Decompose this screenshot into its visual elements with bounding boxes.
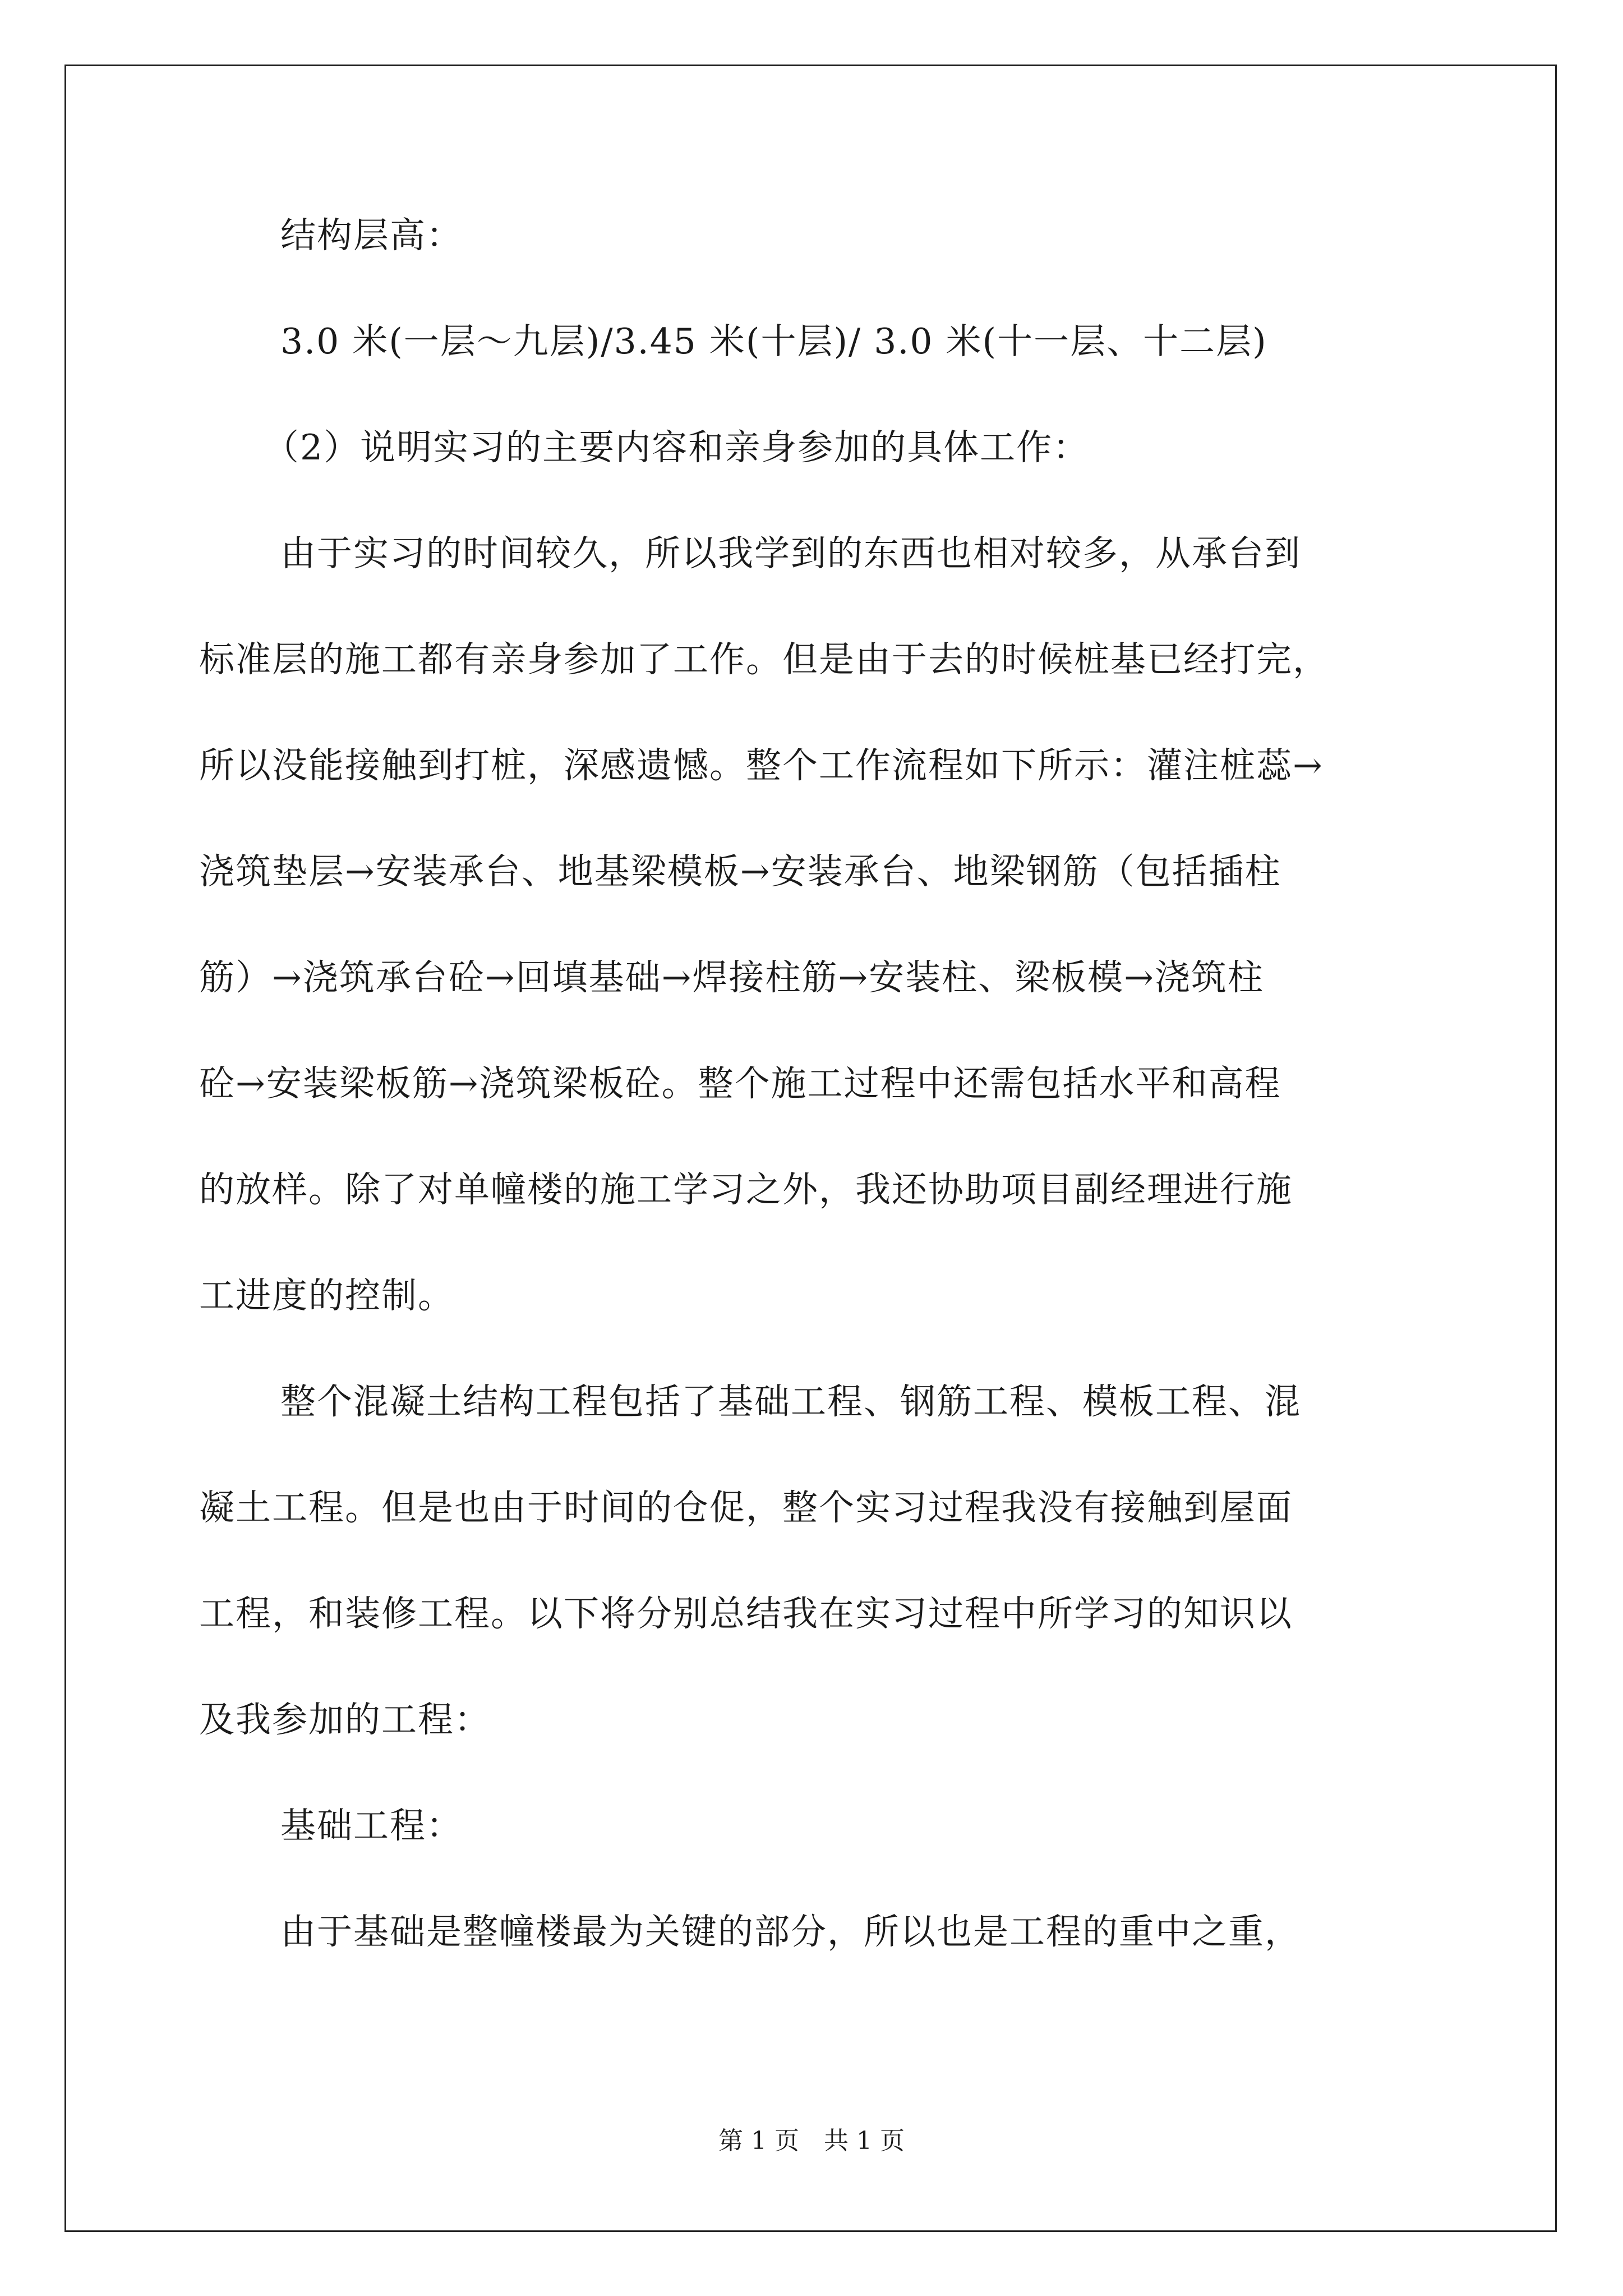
paragraph-line: 凝土工程。但是也由于时间的仓促，整个实习过程我没有接触到屋面 xyxy=(199,1487,1293,1528)
paragraph-line: 的放样。除了对单幢楼的施工学习之外，我还协助项目副经理进行施 xyxy=(199,1169,1293,1210)
page-number: 第 1 页 共 1 页 xyxy=(718,2127,905,2155)
paragraph-line: 整个混凝土结构工程包括了基础工程、钢筋工程、模板工程、混 xyxy=(280,1381,1301,1422)
paragraph-line: 砼→安装梁板筋→浇筑梁板砼。整个施工过程中还需包括水平和高程 xyxy=(199,1063,1281,1104)
paragraph-line: 工程，和装修工程。以下将分别总结我在实习过程中所学习的知识以 xyxy=(199,1593,1293,1634)
section-heading: 基础工程： xyxy=(280,1805,463,1846)
paragraph-line: 筋）→浇筑承台砼→回填基础→焊接柱筋→安装柱、梁板模→浇筑柱 xyxy=(199,957,1264,998)
paragraph-line: 工进度的控制。 xyxy=(199,1275,454,1316)
page-border xyxy=(64,65,1557,2232)
paragraph-line: 3.0 米(一层～九层)/3.45 米(十层)/ 3.0 米(十一层、十二层) xyxy=(280,321,1267,362)
paragraph-line: （2）说明实习的主要内容和亲身参加的具体工作： xyxy=(264,427,1090,468)
paragraph-line: 浇筑垫层→安装承台、地基梁模板→安装承台、地梁钢筋（包括插柱 xyxy=(199,851,1281,892)
paragraph-line: 及我参加的工程： xyxy=(199,1699,491,1740)
paragraph-line: 所以没能接触到打桩，深感遗憾。整个工作流程如下所示：灌注桩蕊→ xyxy=(199,745,1324,786)
paragraph-line: 由于实习的时间较久，所以我学到的东西也相对较多，从承台到 xyxy=(280,533,1301,574)
paragraph-line: 由于基础是整幢楼最为关键的部分，所以也是工程的重中之重， xyxy=(280,1911,1301,1952)
paragraph-line: 标准层的施工都有亲身参加了工作。但是由于去的时候桩基已经打完， xyxy=(199,639,1329,680)
paragraph-line: 结构层高： xyxy=(280,215,463,256)
